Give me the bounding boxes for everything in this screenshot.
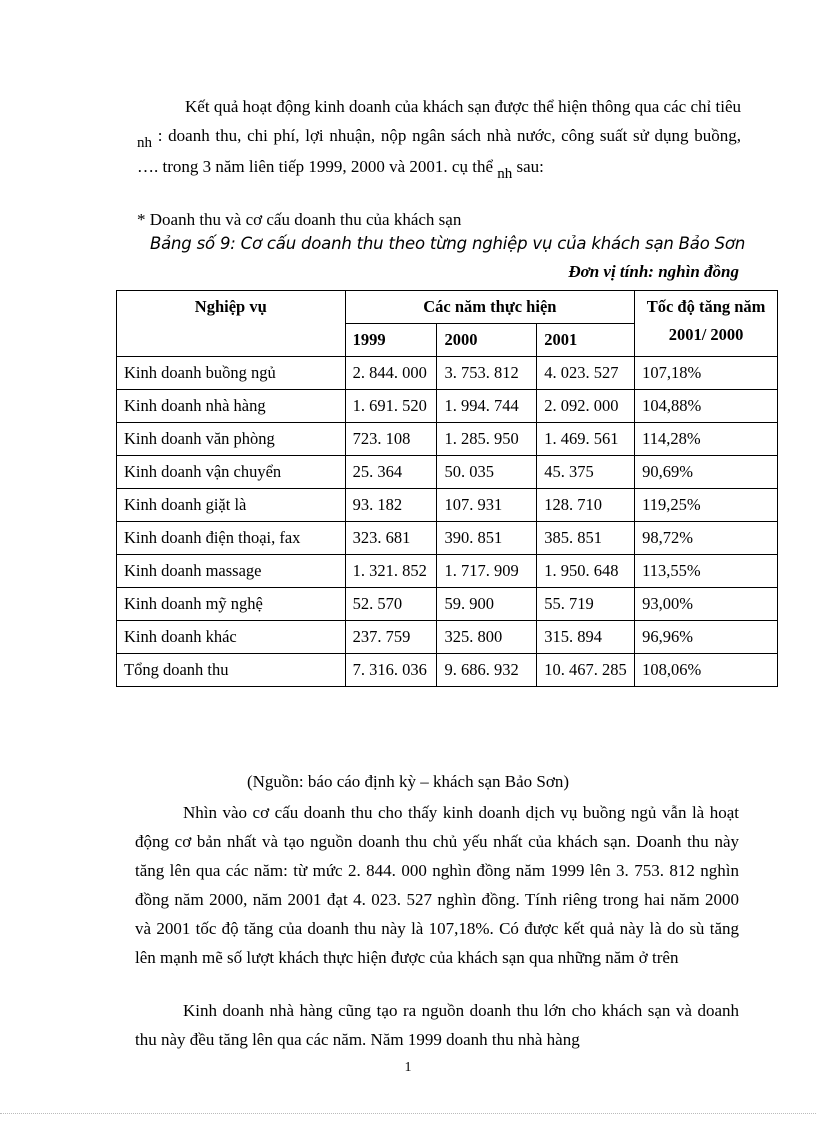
header-2001: 2001: [537, 324, 635, 357]
cell-1999: 723. 108: [345, 423, 437, 456]
cell-1999: 25. 364: [345, 456, 437, 489]
table-caption: Bảng số 9: Cơ cấu doanh thu theo từng nghiệp vụ của khách sạn Bảo Sơn: [150, 234, 746, 253]
cell-2000: 1. 285. 950: [437, 423, 537, 456]
row-name: Kinh doanh nhà hàng: [117, 390, 346, 423]
cell-2000: 1. 717. 909: [437, 555, 537, 588]
cell-growth: 107,18%: [635, 357, 778, 390]
cell-2000: 390. 851: [437, 522, 537, 555]
cell-2001: 45. 375: [537, 456, 635, 489]
header-1999: 1999: [345, 324, 437, 357]
cell-1999: 1. 321. 852: [345, 555, 437, 588]
page-number: 1: [404, 1060, 412, 1075]
table-row: [117, 489, 778, 522]
cell-growth: 96,96%: [635, 621, 778, 654]
bullet-heading: * Doanh thu và cơ cấu doanh thu của khách sạn: [137, 210, 462, 229]
cell-growth: 114,28%: [635, 423, 778, 456]
table-row: [117, 390, 778, 423]
cell-growth: 104,88%: [635, 390, 778, 423]
cell-1999: 7. 316. 036: [345, 654, 437, 687]
revenue-table: [116, 290, 778, 687]
table-row: [117, 357, 778, 390]
cell-2000: 59. 900: [437, 588, 537, 621]
table-row: [117, 522, 778, 555]
cell-2001: 315. 894: [537, 621, 635, 654]
intro-subscript-2: nh: [497, 166, 513, 182]
row-name: Kinh doanh giặt là: [117, 489, 346, 522]
cell-2001: 2. 092. 000: [537, 390, 635, 423]
cell-2001: 1. 950. 648: [537, 555, 635, 588]
unit-label: Đơn vị tính: nghìn đồng: [568, 262, 739, 281]
cell-1999: 2. 844. 000: [345, 357, 437, 390]
row-name: Tổng doanh thu: [117, 654, 346, 687]
cell-2001: 55. 719: [537, 588, 635, 621]
cell-2000: 9. 686. 932: [437, 654, 537, 687]
cell-2001: 4. 023. 527: [537, 357, 635, 390]
row-name: Kinh doanh buồng ngủ: [117, 357, 346, 390]
header-growth: Tốc độ tăng năm 2001/ 2000: [635, 291, 778, 357]
cell-growth: 93,00%: [635, 588, 778, 621]
cell-2001: 385. 851: [537, 522, 635, 555]
cell-2000: 50. 035: [437, 456, 537, 489]
analysis-paragraph-1: Nhìn vào cơ cấu doanh thu cho thấy kinh doanh dịch vụ buồng ngủ vẫn là hoạt động cơ bản nhất và tạo nguồn doanh thu chủ yếu nhất của khách sạn. Doanh thu này tăng lên qua các năm: từ mức 2. 844. 000 nghìn đồng năm 1999 lên 3. 753. 812 nghìn đồng năm 2000, năm 2001 đạt 4. 023. 527 nghìn đồng. Tính riêng trong hai năm 2000 và 2001 tốc độ tăng của doanh thu này là 107,18%. Có được kết quả này là do sù tăng lên mạnh mẽ số lượt khách thực hiện được của khách sạn qua những năm ở trên: [135, 803, 739, 967]
intro-text-3: sau:: [516, 157, 544, 176]
cell-1999: 93. 182: [345, 489, 437, 522]
table-row: [117, 456, 778, 489]
analysis-paragraph-2: Kinh doanh nhà hàng cũng tạo ra nguồn doanh thu lớn cho khách sạn và doanh thu này đều tăng lên qua các năm. Năm 1999 doanh thu nhà hàng: [135, 1001, 739, 1049]
cell-growth: 119,25%: [635, 489, 778, 522]
row-name: Kinh doanh văn phòng: [117, 423, 346, 456]
row-name: Kinh doanh vận chuyển: [117, 456, 346, 489]
row-name: Kinh doanh điện thoại, fax: [117, 522, 346, 555]
table-row: [117, 621, 778, 654]
page-bottom-border: [0, 1113, 816, 1114]
cell-growth: 90,69%: [635, 456, 778, 489]
header-business: Nghiệp vụ: [117, 291, 346, 357]
cell-2001: 128. 710: [537, 489, 635, 522]
cell-2000: 1. 994. 744: [437, 390, 537, 423]
cell-2000: 325. 800: [437, 621, 537, 654]
intro-text-1: Kết quả hoạt động kinh doanh của khách sạn được thể hiện thông qua các chỉ tiêu: [185, 97, 741, 116]
intro-subscript-1: nh: [137, 135, 152, 151]
cell-1999: 237. 759: [345, 621, 437, 654]
table-header-row: [117, 291, 778, 324]
cell-1999: 323. 681: [345, 522, 437, 555]
intro-paragraph: [137, 92, 741, 183]
cell-2000: 107. 931: [437, 489, 537, 522]
source-note: (Nguồn: báo cáo định kỳ – khách sạn Bảo Sơn): [246, 772, 569, 791]
table-row-total: [117, 654, 778, 687]
row-name: Kinh doanh massage: [117, 555, 346, 588]
table-row: [117, 423, 778, 456]
cell-2000: 3. 753. 812: [437, 357, 537, 390]
cell-2001: 10. 467. 285: [537, 654, 635, 687]
row-name: Kinh doanh mỹ nghệ: [117, 588, 346, 621]
table-row: [117, 588, 778, 621]
header-years-group: Các năm thực hiện: [345, 291, 635, 324]
cell-growth: 113,55%: [635, 555, 778, 588]
row-name: Kinh doanh khác: [117, 621, 346, 654]
cell-1999: 52. 570: [345, 588, 437, 621]
intro-text-2: : doanh thu, chi phí, lợi nhuận, nộp ngân sách nhà nước, công suất sử dụng buồng, …. trong 3 năm liên tiếp 1999, 2000 và 2001. cụ thể: [137, 126, 742, 176]
cell-growth: 108,06%: [635, 654, 778, 687]
cell-2001: 1. 469. 561: [537, 423, 635, 456]
header-2000: 2000: [437, 324, 537, 357]
cell-growth: 98,72%: [635, 522, 778, 555]
cell-1999: 1. 691. 520: [345, 390, 437, 423]
table-row: [117, 555, 778, 588]
